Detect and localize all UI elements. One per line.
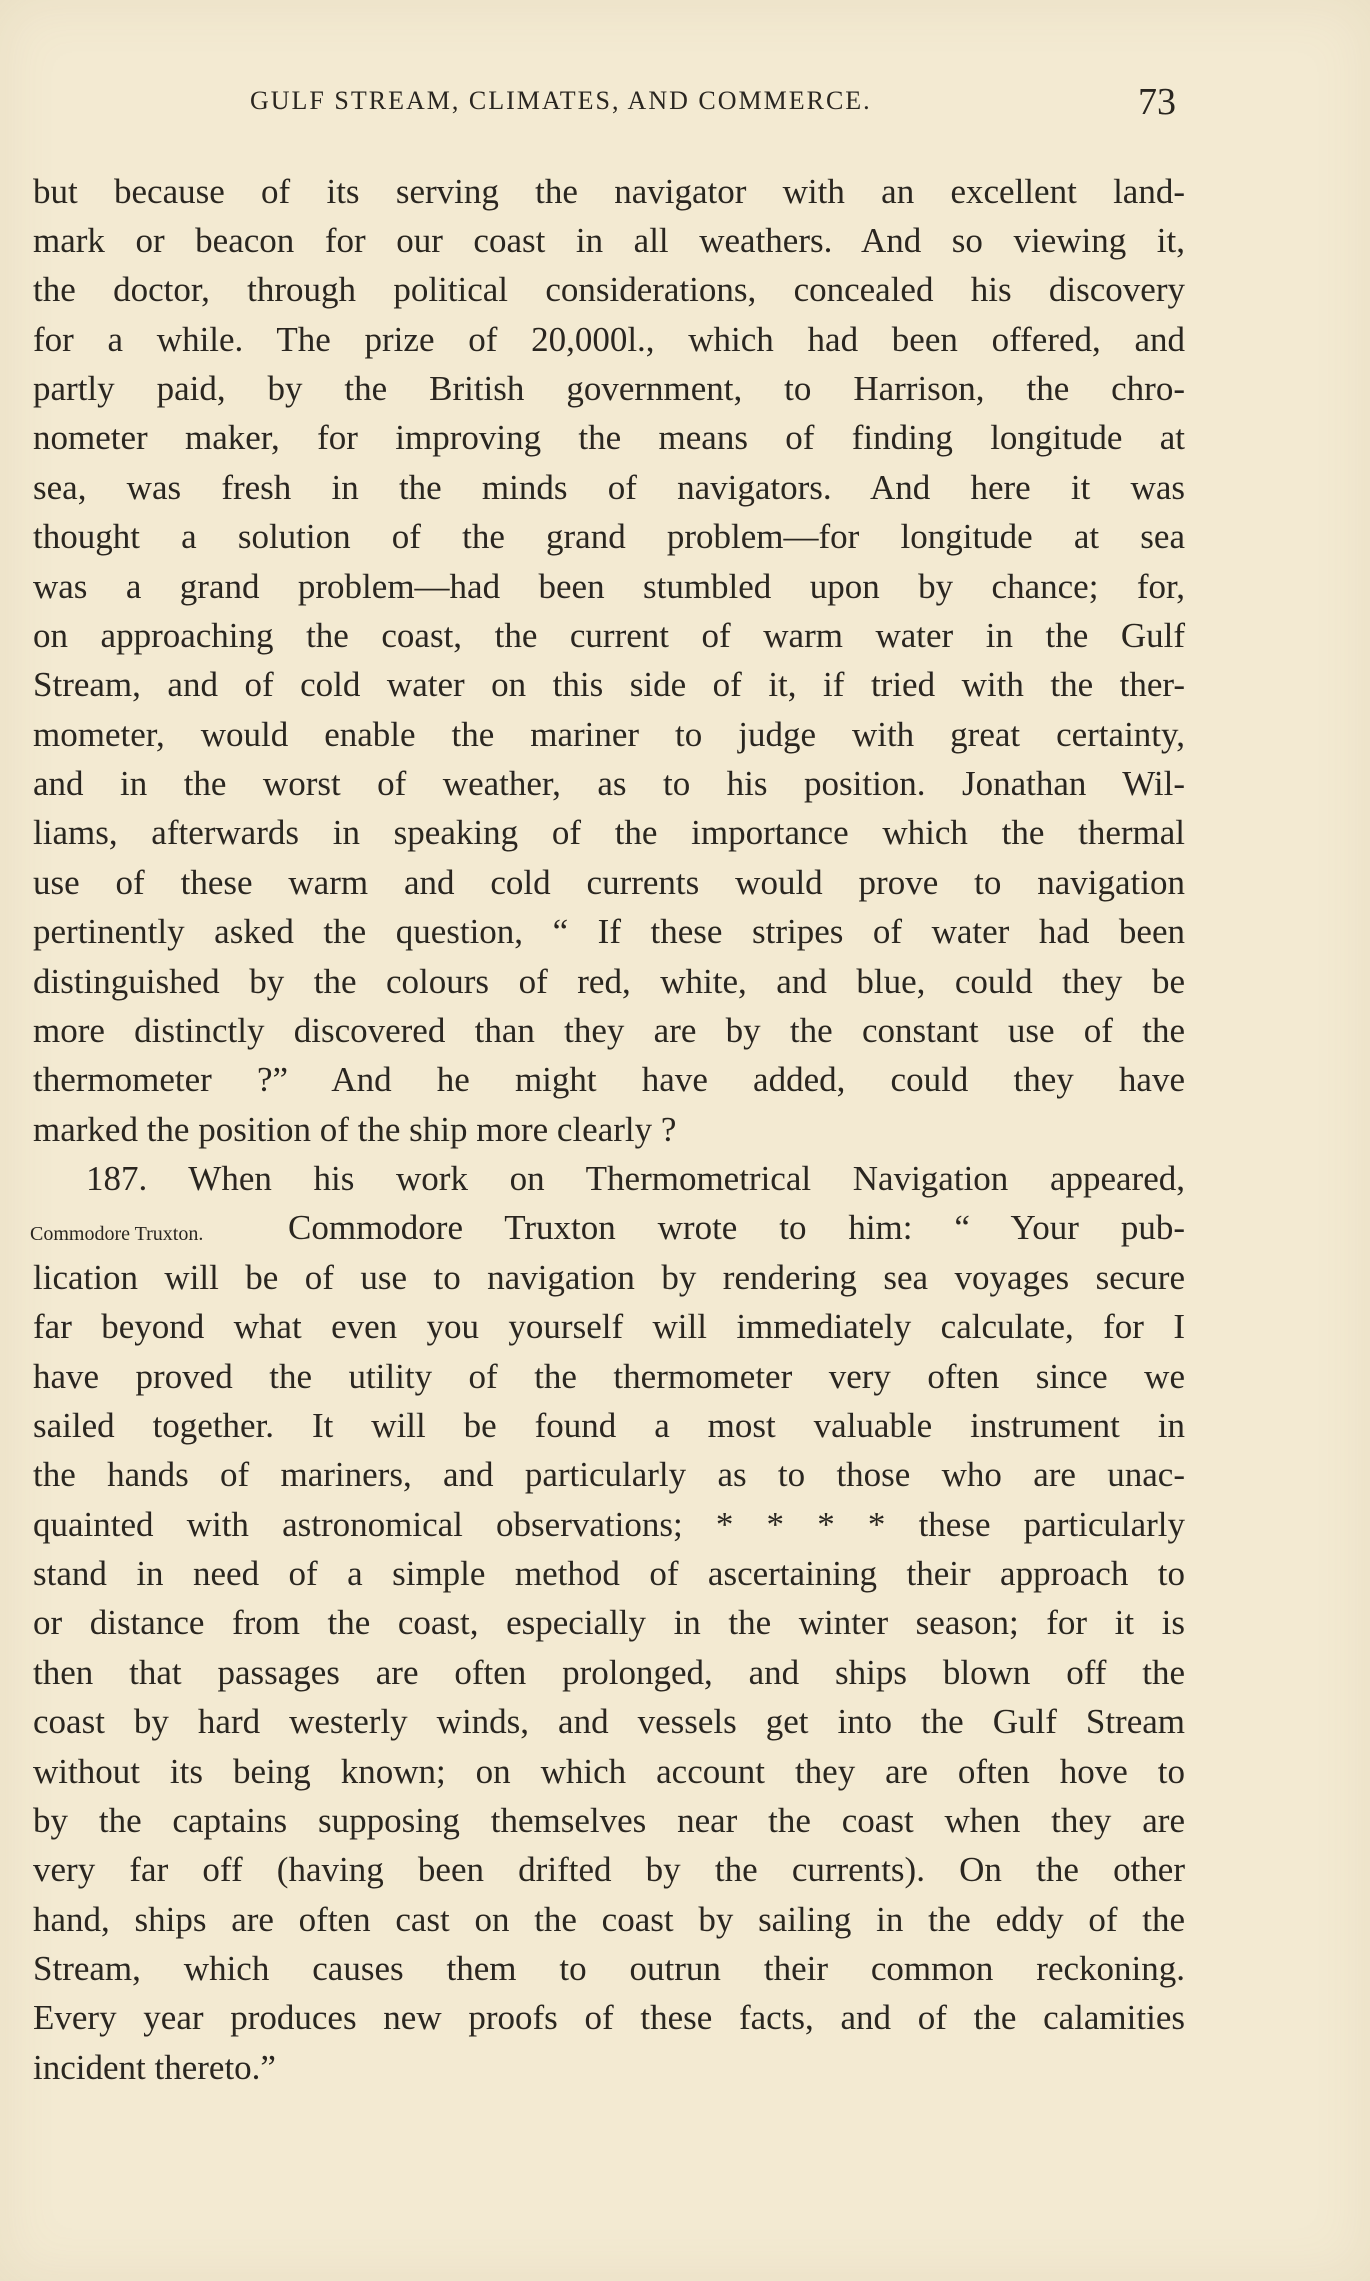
text-line: Every year produces new proofs of these facts, and of the calamities [33,1998,1185,2037]
text-line: lication will be of use to navigation by rendering sea voyages secure [33,1258,1185,1297]
text-line: but because of its serving the navigator with an excellent land- [33,172,1185,211]
text-line: use of these warm and cold currents would prove to navigation [33,863,1185,902]
text-line: sailed together. It will be found a most valuable instrument in [33,1406,1185,1445]
text-line: the doctor, through political considerations, concealed his discovery [33,270,1185,309]
text-line: without its being known; on which account they are often hove to [33,1752,1185,1791]
text-line: distinguished by the colours of red, white, and blue, could they be [33,962,1185,1001]
text-line: by the captains supposing themselves near the coast when they are [33,1801,1185,1840]
text-line: nometer maker, for improving the means of finding longitude at [33,418,1185,457]
text-line: mark or beacon for our coast in all weathers. And so viewing it, [33,221,1185,260]
text-line: mometer, would enable the mariner to judge with great certainty, [33,715,1185,754]
text-line: sea, was fresh in the minds of navigators. And here it was [33,468,1185,507]
text-line: thought a solution of the grand problem—for longitude at sea [33,517,1185,556]
text-line: coast by hard westerly winds, and vessels get into the Gulf Stream [33,1702,1185,1741]
text-line: Commodore Truxton wrote to him: “ Your pub- [288,1208,1185,1247]
text-line: incident thereto.” [33,2048,276,2087]
text-line: Stream, which causes them to outrun their common reckoning. [33,1949,1185,1988]
text-line: more distinctly discovered than they are by the constant use of the [33,1011,1185,1050]
running-title: GULF STREAM, CLIMATES, AND COMMERCE. [250,86,872,115]
paragraph-start-line: 187. When his work on Thermometrical Navigation appeared, [86,1159,1185,1198]
text-line: stand in need of a simple method of ascertaining their approach to [33,1554,1185,1593]
page-number: 73 [1138,81,1176,123]
text-line: liams, afterwards in speaking of the importance which the thermal [33,813,1185,852]
text-line: thermometer ?” And he might have added, could they have [33,1060,1185,1099]
text-line: very far off (having been drifted by the currents). On the other [33,1850,1185,1889]
text-line: marked the position of the ship more clearly ? [33,1110,677,1149]
text-line: pertinently asked the question, “ If these stripes of water had been [33,912,1185,951]
text-line: have proved the utility of the thermometer very often since we [33,1357,1185,1396]
text-line: for a while. The prize of 20,000l., which had been offered, and [33,320,1185,359]
text-line: quainted with astronomical observations; * * * * these particularly [33,1505,1185,1544]
text-line: and in the worst of weather, as to his position. Jonathan Wil- [33,764,1185,803]
text-line: or distance from the coast, especially in the winter season; for it is [33,1603,1185,1642]
text-line: then that passages are often prolonged, and ships blown off the [33,1653,1185,1692]
text-line: was a grand problem—had been stumbled upon by chance; for, [33,567,1185,606]
text-line: far beyond what even you yourself will immediately calculate, for I [33,1307,1185,1346]
text-line: Stream, and of cold water on this side of it, if tried with the ther- [33,665,1185,704]
text-line: on approaching the coast, the current of warm water in the Gulf [33,616,1185,655]
margin-note: Commodore Truxton. [30,1223,204,1245]
text-line: hand, ships are often cast on the coast by sailing in the eddy of the [33,1900,1185,1939]
text-line: partly paid, by the British government, to Harrison, the chro- [33,369,1185,408]
text-line: the hands of mariners, and particularly as to those who are unac- [33,1455,1185,1494]
